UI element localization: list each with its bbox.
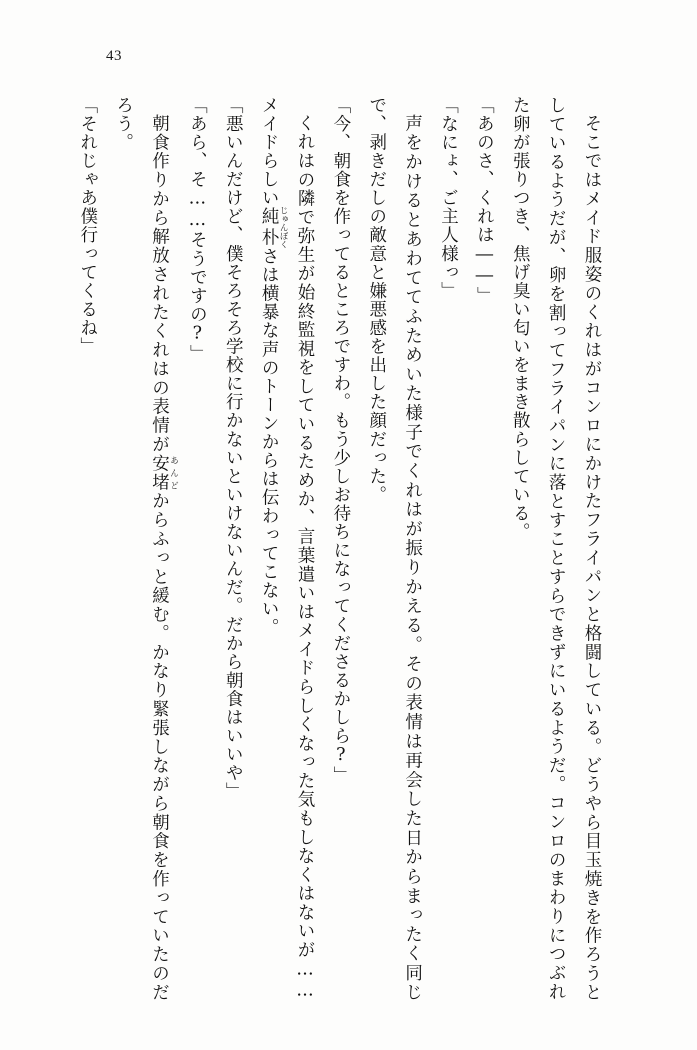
paragraph: 「悪いんだけど、僕そろそろ学校に行かないといけないんだ。だから朝食はいいや」: [223, 96, 244, 801]
paragraph: 「今、朝食を作ってるところですわ。もう少しお待ちになってくださるかしら?」: [330, 96, 351, 785]
page-text-body: [69, 96, 609, 1001]
paragraph: 声をかけるとあわててふためいた様子でくれはが振りかえる。その表情は再会した日からまったく同じで、剥きだしの敵意と嫌悪感を出した顔だった。: [366, 96, 423, 1001]
paragraph: 「それじゃあ僕行ってくるね」: [77, 96, 98, 356]
ruby-junboku: 純朴 じゅんぼく: [259, 205, 289, 249]
paragraph: 「なにょ、ご主人様っ」: [438, 96, 459, 301]
ruby-ando: 安堵 あんど: [149, 453, 179, 492]
paragraph: 「あら、そ……そうですの?」: [187, 96, 208, 364]
paragraph: そこではメイド服姿のくれはがコンロにかけたフライパンと格闘している。どうやら目玉焼きを作ろうとしているようだが、卵を割ってフライパンに落とすことすらできずにいるようだ。コンロのまわりにつぶれた卵が張りつき、焦げ臭い匂いをまき散らしている。: [510, 96, 602, 1001]
paragraph-with-ruby: くれはの隣で弥生が始終監視をしているためか、言葉遣いはメイドらしくなった気もしなくはないが……メイドらしい純朴 じゅんぼくさは横暴な声のトーンからは伝わってこない。: [259, 96, 315, 1001]
paragraph: 「あのさ、くれは――」: [474, 96, 495, 306]
page-number: 43: [106, 48, 122, 64]
paragraph-with-ruby: 朝食作りから解放されたくれはの表情が安堵 あんどからふっと緩む。かなり緊張しながら朝食を作っていたのだろう。: [113, 96, 179, 1001]
